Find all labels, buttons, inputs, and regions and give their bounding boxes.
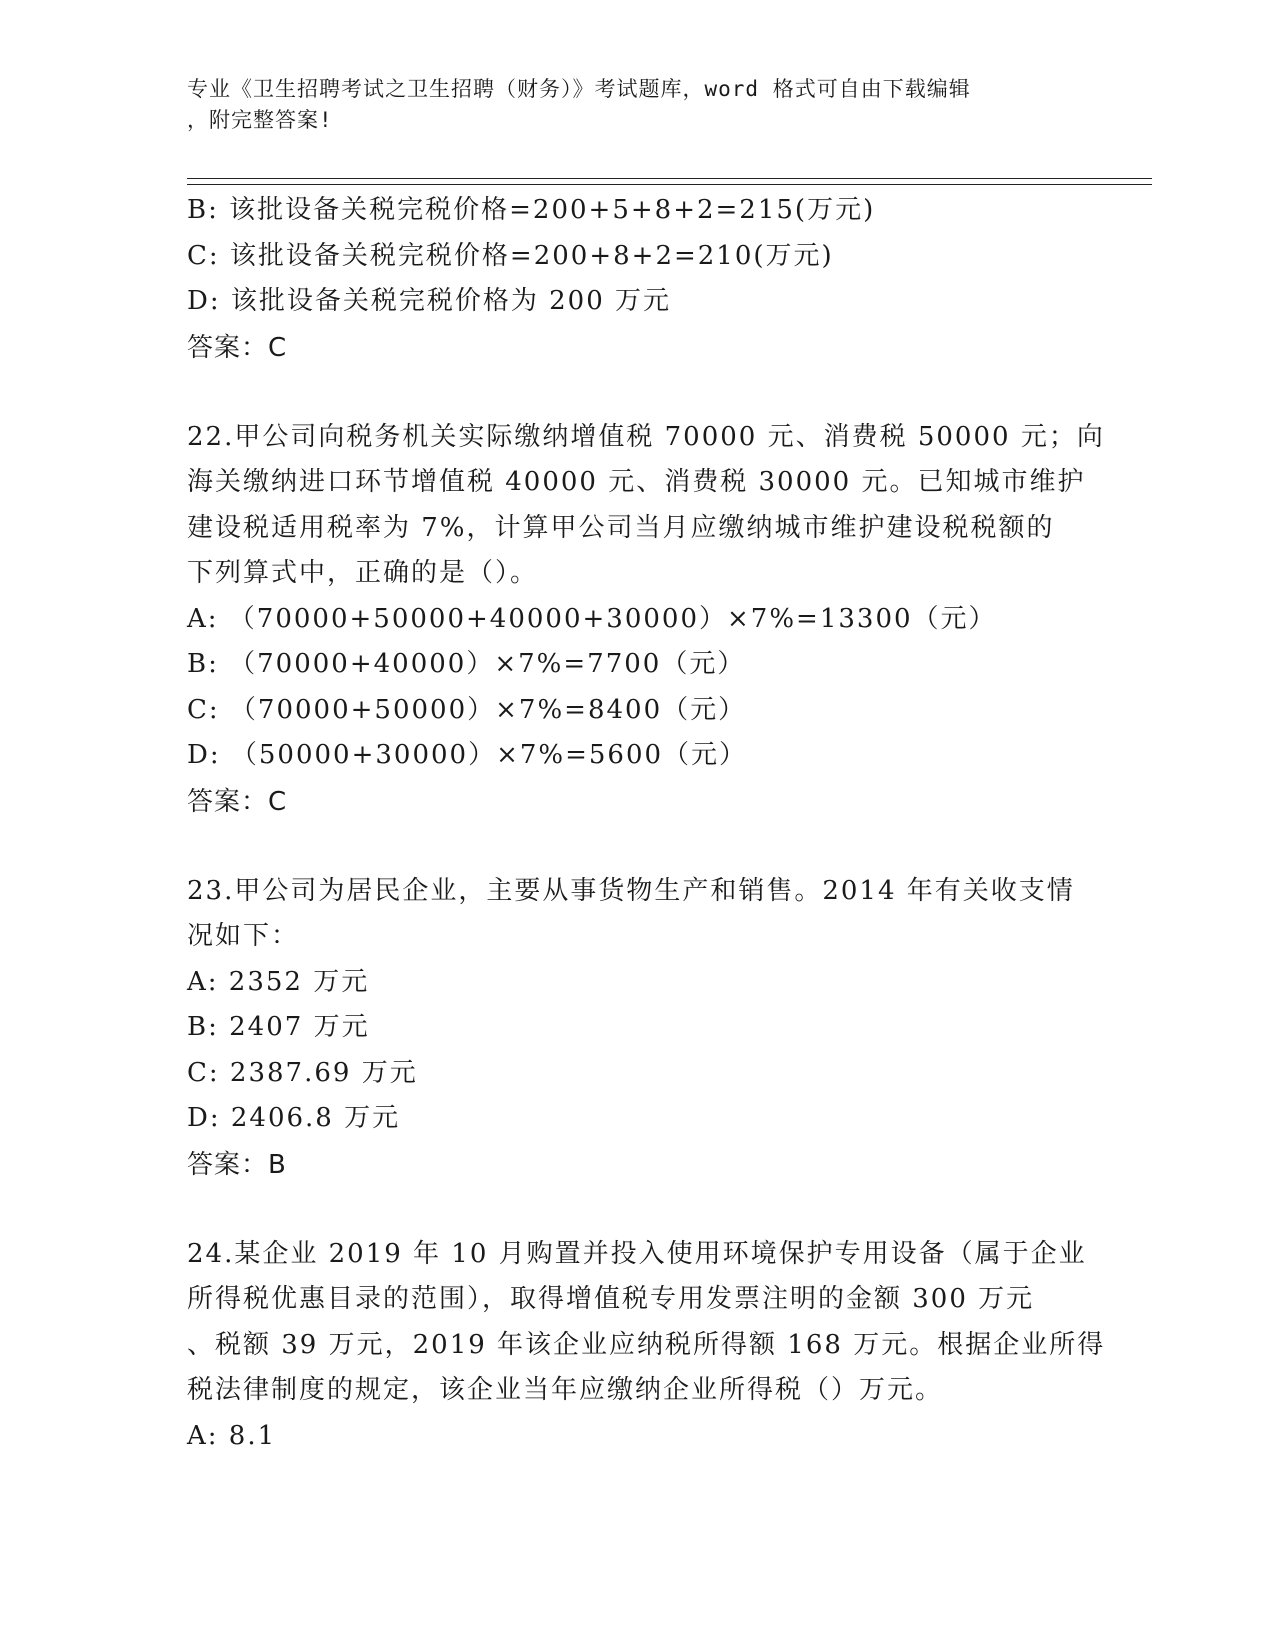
option-line: A: 8.1: [187, 1420, 277, 1451]
question-stem-line: 所得税优惠目录的范围），取得增值税专用发票注明的金额 300 万元: [187, 1284, 1035, 1314]
question-stem-line: 建设税适用税率为 7%，计算甲公司当月应缴纳城市维护建设税税额的: [187, 512, 1055, 543]
document-header: [187, 74, 1087, 136]
option-line: C: （70000+50000）×7%=8400（元）: [187, 694, 747, 725]
option-line: D: 2406.8 万元: [187, 1103, 401, 1133]
spacer: [187, 371, 1087, 415]
header-line-1: 专业《卫生招聘考试之卫生招聘（财务）》考试题库，word 格式可自由下载编辑: [187, 77, 971, 101]
header-line-2: ，附完整答案!: [187, 108, 333, 132]
option-line: B: 2407 万元: [187, 1012, 370, 1042]
spacer: [187, 825, 1087, 869]
answer-line: 答案：C: [187, 332, 288, 363]
option-line: B: （70000+40000）×7%=7700（元）: [187, 649, 746, 679]
question-content: [187, 188, 1106, 1459]
question-stem-line: 24.某企业 2019 年 10 月购置并投入使用环境保护专用设备（属于企业: [187, 1238, 1087, 1269]
question-23: [187, 869, 1087, 1188]
option-line: B: 该批设备关税完税价格=200+5+8+2=215(万元): [187, 195, 876, 225]
question-stem-line: 下列算式中，正确的是（）。: [187, 558, 539, 588]
answer-line: 答案：C: [187, 786, 288, 817]
question-stem-line: 22.甲公司向税务机关实际缴纳增值税 70000 元、消费税 50000 元；向: [187, 421, 1105, 452]
question-22: [187, 415, 1105, 825]
answer-line: 答案：B: [187, 1149, 287, 1180]
question-21: [187, 188, 1087, 371]
question-stem-line: 、税额 39 万元，2019 年该企业应纳税所得额 168 万元。根据企业所得: [187, 1329, 1106, 1360]
option-line: C: 2387.69 万元: [187, 1057, 418, 1088]
question-24: [187, 1232, 1106, 1460]
question-stem-line: 23.甲公司为居民企业，主要从事货物生产和销售。2014 年有关收支情: [187, 875, 1075, 906]
option-line: C: 该批设备关税完税价格=200+8+2=210(万元): [187, 240, 834, 271]
question-stem-line: 况如下：: [187, 921, 300, 951]
option-line: D: （50000+30000）×7%=5600（元）: [187, 740, 748, 770]
spacer: [187, 1188, 1087, 1232]
option-line: A: （70000+50000+40000+30000）×7%=13300（元）: [187, 603, 997, 634]
option-line: D: 该批设备关税完税价格为 200 万元: [187, 286, 672, 316]
header-divider-bottom: [187, 184, 1152, 185]
option-line: A: 2352 万元: [187, 966, 370, 997]
question-stem-line: 税法律制度的规定，该企业当年应缴纳企业所得税（）万元。: [187, 1375, 944, 1405]
question-stem-line: 海关缴纳进口环节增值税 40000 元、消费税 30000 元。已知城市维护: [187, 467, 1086, 497]
header-divider-top: [187, 178, 1152, 179]
